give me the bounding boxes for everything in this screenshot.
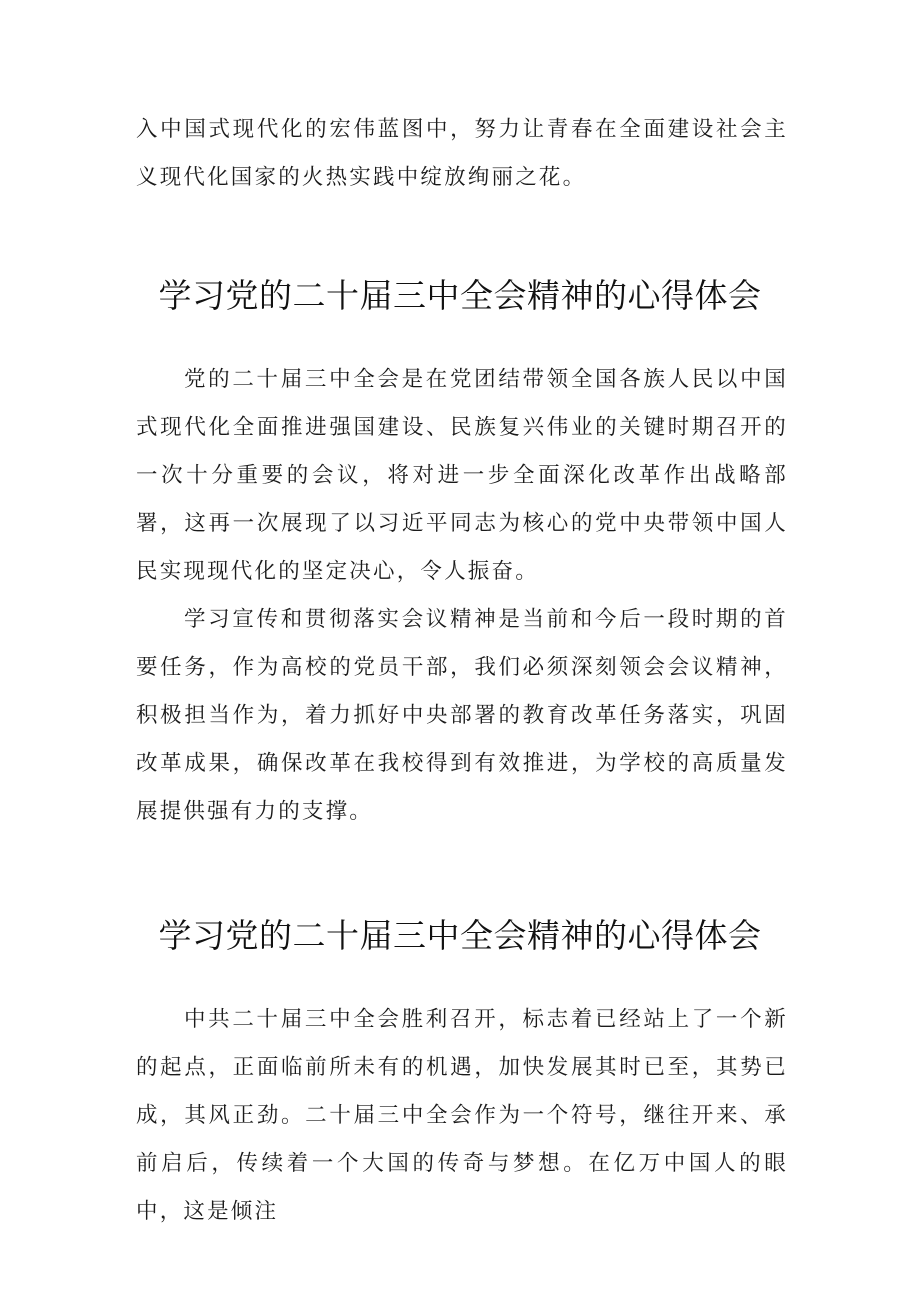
section-1-paragraph-1: 党的二十届三中全会是在党团结带领全国各族人民以中国式现代化全面推进强国建设、民族复兴伟业的关键时期召开的一次十分重要的会议，将对进一步全面深化改革作出战略部署，这再一次展现了以习近平同志为核心的党中央带领中国人民实现现代化的坚定决心，令人振奋。 [136,367,788,584]
section-title-1: 学习党的二十届三中全会精神的心得体会 [158,276,762,315]
section-title-2: 学习党的二十届三中全会精神的心得体会 [158,916,762,955]
section-2-paragraph-1: 中共二十届三中全会胜利召开，标志着已经站上了一个新的起点，正面临前所未有的机遇，加快发展其时已至，其势已成，其风正劲。二十届三中全会作为一个符号，继往开来、承前启后，传续着一个大国的传奇与梦想。在亿万中国人的眼中，这是倾注 [136,1007,788,1224]
continuation-paragraph: 入中国式现代化的宏伟蓝图中，努力让青春在全面建设社会主义现代化国家的火热实践中绽放绚丽之花。 [136,117,788,190]
section-1-paragraph-2: 学习宣传和贯彻落实会议精神是当前和今后一段时期的首要任务，作为高校的党员干部，我们必须深刻领会会议精神，积极担当作为，着力抓好中央部署的教育改革任务落实，巩固改革成果，确保改革在我校得到有效推进，为学校的高质量发展提供强有力的支撑。 [136,607,788,824]
